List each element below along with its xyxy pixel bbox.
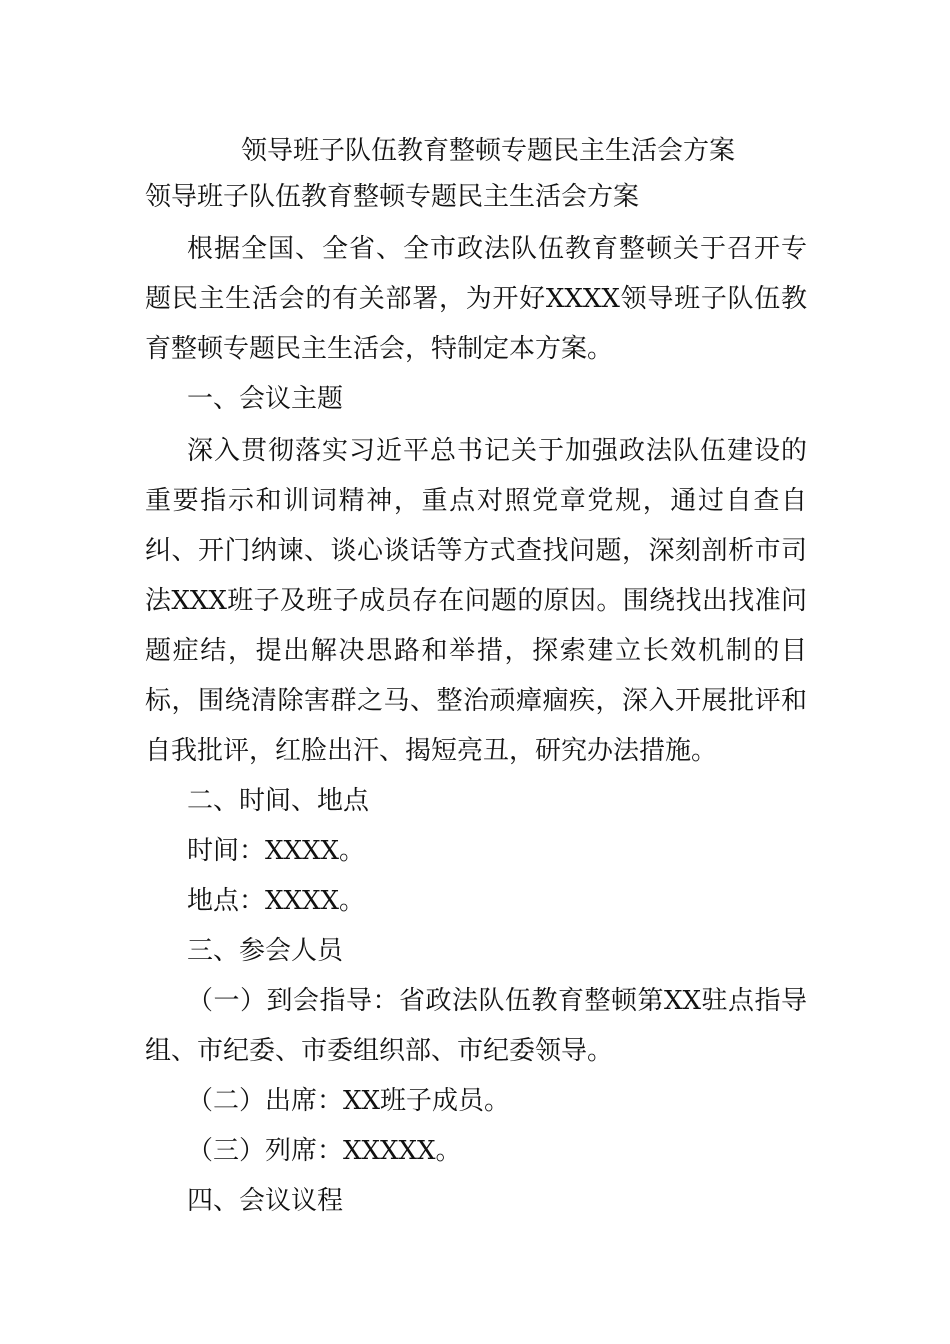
document-title: 领导班子队伍教育整顿专题民主生活会方案 [240, 136, 735, 166]
meeting-time: 时间：XXXX。 [187, 836, 366, 866]
section-heading-agenda: 四、会议议程 [187, 1186, 344, 1216]
attendees-present: （二）出席：XX班子成员。 [187, 1086, 511, 1116]
document-subtitle: 领导班子队伍教育整顿专题民主生活会方案 [145, 182, 640, 212]
attendees-observers: （三）列席：XXXXX。 [187, 1136, 462, 1166]
section-body-theme: 深入贯彻落实习近平总书记关于加强政法队伍建设的重要指示和训词精神，重点对照党章党规，通过自查自纠、开门纳谏、谈心谈话等方式查找问题，深刻剖析市司法XXX班子及班子成员存在问题的原因。围绕找出找准问题症结，提出解决思路和举措，探索建立长效机制的目标，围绕清除害群之马、整治顽瘴痼疾，深入开展批评和自我批评，红脸出汗、揭短亮丑，研究办法措施。 [145, 436, 807, 766]
document-content [145, 128, 807, 1226]
meeting-place: 地点：XXXX。 [187, 886, 366, 916]
section-heading-time-place: 二、时间、地点 [187, 786, 370, 816]
intro-paragraph: 根据全国、全省、全市政法队伍教育整顿关于召开专题民主生活会的有关部署，为开好XXXX领导班子队伍教育整顿专题民主生活会，特制定本方案。 [145, 234, 807, 364]
attendees-guidance: （一）到会指导：省政法队伍教育整顿第XX驻点指导组、市纪委、市委组织部、市纪委领导。 [145, 986, 807, 1066]
section-heading-theme: 一、会议主题 [187, 384, 344, 414]
section-heading-attendees: 三、参会人员 [187, 936, 344, 966]
